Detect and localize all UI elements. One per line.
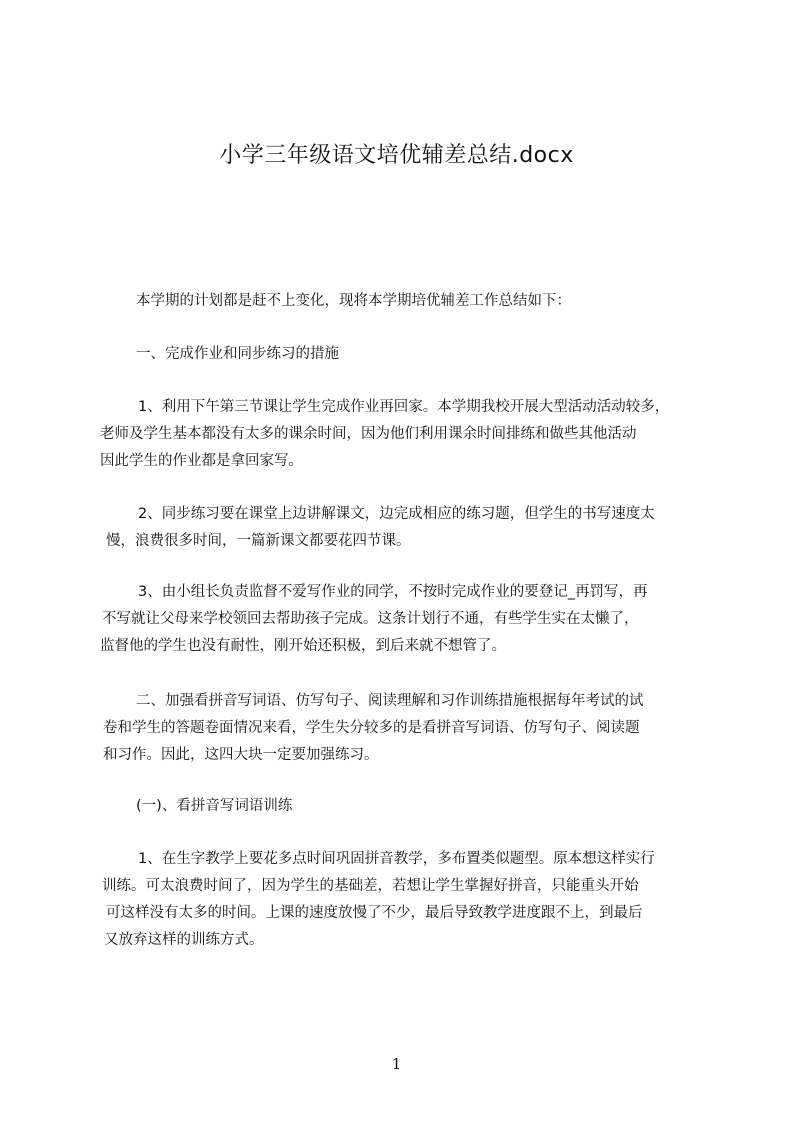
paragraph-line: 和习作。因此，这四大块一定要加强练习。 bbox=[103, 747, 379, 763]
page-number: 1 bbox=[391, 1055, 402, 1073]
paragraph-item-2 bbox=[100, 501, 720, 555]
paragraph-line: 训练。可太浪费时间了，因为学生的基础差，若想让学生掌握好拼音，只能重头开始 bbox=[102, 878, 639, 894]
paragraph-line: 又放弃这样的训练方式。 bbox=[104, 932, 264, 948]
document-title: 小学三年级语文培优辅差总结.docx bbox=[219, 143, 574, 168]
paragraph-line: 3、由小组长负责监督不爱写作业的同学，不按时完成作业的要登记_再罚写，再 bbox=[138, 584, 648, 600]
paragraph-line: 卷和学生的答题卷面情况来看，学生失分较多的是看拼音写词语、仿写句子、阅读题 bbox=[103, 720, 640, 736]
heading-section-1 bbox=[100, 341, 720, 368]
paragraph-line: 监督他的学生也没有耐性，刚开始还积极，到后来就不想管了。 bbox=[100, 638, 506, 654]
paragraph-line: 一、完成作业和同步练习的措施 bbox=[136, 346, 339, 362]
paragraph-line: 可这样没有太多的时间。上课的速度放慢了不少，最后导致教学进度跟不上，到最后 bbox=[106, 905, 643, 921]
paragraph-line: 1、在生字教学上要花多点时间巩固拼音教学，多布置类似题型。原本想这样实行 bbox=[138, 851, 655, 867]
paragraph-item-3 bbox=[100, 579, 720, 660]
paragraph-intro bbox=[100, 288, 720, 315]
paragraph-item-1 bbox=[100, 394, 720, 475]
paragraph-line: 二、加强看拼音写词语、仿写句子、阅读理解和习作训练措施根据每年考试的试 bbox=[136, 693, 644, 709]
paragraph-subitem-1 bbox=[100, 846, 720, 954]
paragraph-line: 慢，浪费很多时间，一篇新课文都要花四节课。 bbox=[106, 533, 411, 549]
paragraph-line: 1、利用下午第三节课让学生完成作业再回家。本学期我校开展大型活动活动较多， bbox=[138, 399, 670, 415]
paragraph-line: 2、同步练习要在课堂上边讲解课文，边完成相应的练习题，但学生的书写速度太 bbox=[138, 506, 655, 522]
paragraph-line: 老师及学生基本都没有太多的课余时间，因为他们利用课余时间排练和做些其他活动 bbox=[100, 426, 637, 442]
paragraph-section-2 bbox=[100, 688, 720, 769]
paragraph-line: 因此学生的作业都是拿回家写。 bbox=[100, 453, 303, 469]
paragraph-line: (一)、看拼音写词语训练 bbox=[136, 798, 293, 814]
paragraph-line: 本学期的计划都是赶不上变化，现将本学期培优辅差工作总结如下： bbox=[136, 293, 571, 309]
paragraph-line: 不写就让父母来学校领回去帮助孩子完成。这条计划行不通，有些学生实在太懒了， bbox=[102, 611, 639, 627]
heading-subsection-1 bbox=[100, 793, 720, 820]
